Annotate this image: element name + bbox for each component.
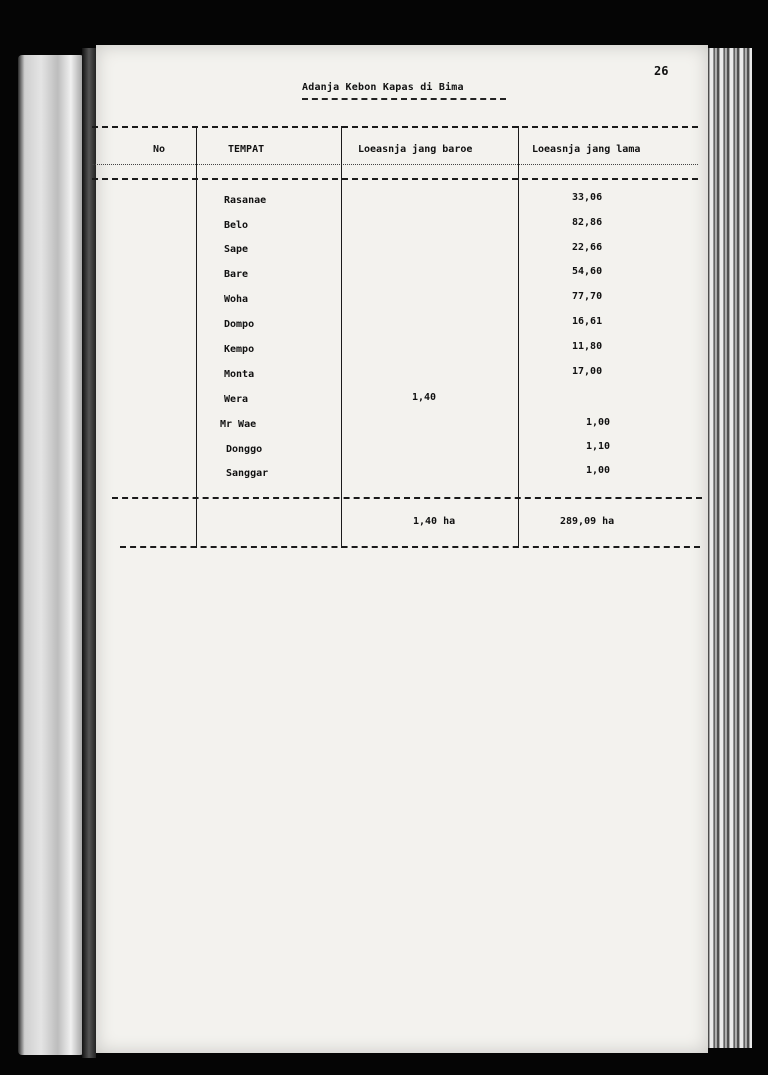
row-lama: 11,80 (572, 341, 603, 352)
row-tempat: Kempo (224, 344, 255, 355)
row-tempat: Sape (224, 244, 249, 255)
row-lama: 16,61 (572, 316, 603, 327)
header-no: No (153, 144, 166, 155)
book-binding (18, 55, 84, 1055)
page-number: 26 (654, 64, 669, 78)
row-tempat: Bare (224, 269, 249, 280)
row-tempat: Donggo (226, 444, 263, 455)
row-tempat: Rasanae (224, 195, 267, 206)
row-tempat: Dompo (224, 319, 255, 330)
row-tempat: Mr Wae (220, 419, 257, 430)
row-lama: 1,00 (586, 465, 611, 476)
row-tempat: Belo (224, 220, 249, 231)
row-lama: 22,66 (572, 242, 603, 253)
title-underline (302, 98, 506, 100)
total-baroe: 1,40 ha (413, 516, 456, 527)
row-tempat: Sanggar (226, 468, 269, 479)
page-title: Adanja Kebon Kapas di Bima (302, 82, 464, 93)
row-tempat: Wera (224, 394, 249, 405)
row-lama: 33,06 (572, 192, 603, 203)
table-top-rule (92, 126, 698, 128)
table-bottom-rule (120, 546, 700, 548)
row-baroe: 1,40 (412, 392, 437, 403)
row-tempat: Monta (224, 369, 255, 380)
row-lama: 1,10 (586, 441, 611, 452)
header-luas-lama: Loeasnja jang lama (532, 144, 641, 155)
header-tempat: TEMPAT (228, 144, 265, 155)
column-divider-1 (196, 126, 197, 548)
total-lama: 289,09 ha (560, 516, 615, 527)
row-lama: 54,60 (572, 266, 603, 277)
totals-top-rule (112, 497, 702, 499)
row-lama: 1,00 (586, 417, 611, 428)
document-page (96, 45, 708, 1053)
column-divider-2 (341, 126, 342, 548)
row-tempat: Woha (224, 294, 249, 305)
header-dotted-rule (92, 164, 698, 165)
header-luas-baru: Loeasnja jang baroe (358, 144, 473, 155)
row-lama: 82,86 (572, 217, 603, 228)
row-lama: 17,00 (572, 366, 603, 377)
column-divider-3 (518, 126, 519, 548)
header-bottom-rule (92, 178, 698, 180)
binding-shadow (82, 48, 96, 1058)
row-lama: 77,70 (572, 291, 603, 302)
